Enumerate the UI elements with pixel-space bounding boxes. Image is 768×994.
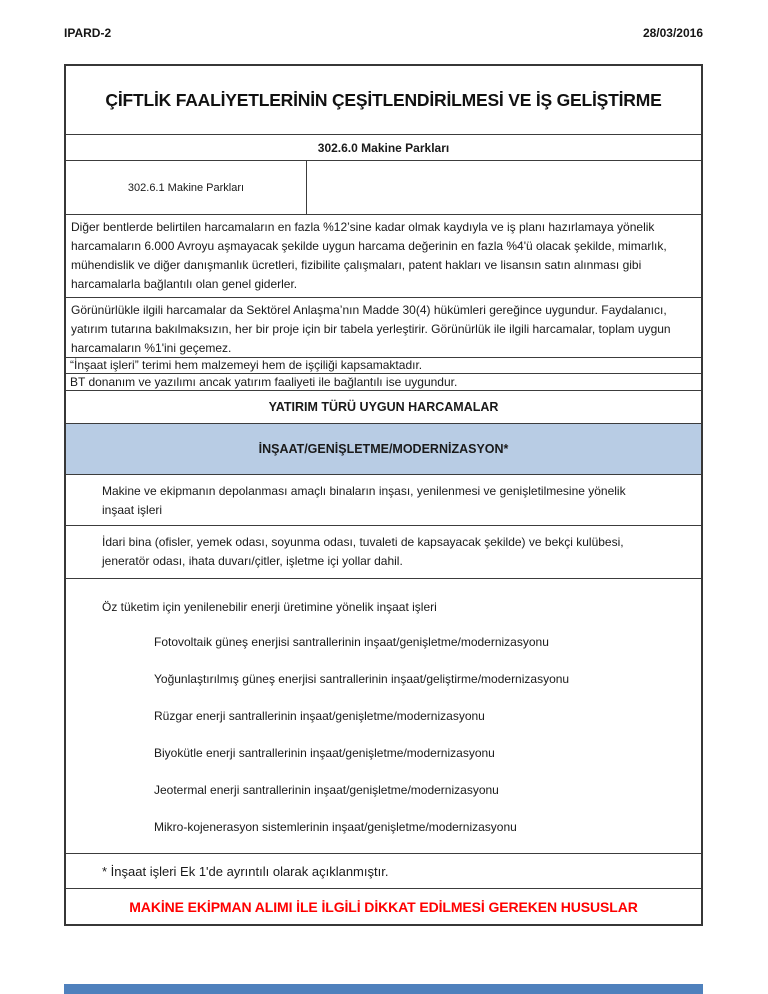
document-title: ÇİFTLİK FAALİYETLERİNİN ÇEŞİTLENDİRİLMESİ VE İŞ GELİŞTİRME xyxy=(105,89,662,110)
table-title-row xyxy=(66,66,701,135)
renewable-item-photovoltaic: Fotovoltaik güneş enerjisi santrallerinin inşaat/genişletme/modernizasyonu xyxy=(154,634,549,649)
next-section-blue-bar xyxy=(64,984,703,994)
renewable-item-biomass: Biyokütle enerji santrallerinin inşaat/genişletme/modernizasyonu xyxy=(154,745,495,760)
machine-warning-header: MAKİNE EKİPMAN ALIMI İLE İLGİLİ DİKKAT EDİLMESİ GEREKEN HUSUSLAR xyxy=(129,898,638,915)
page-header xyxy=(64,26,703,40)
subsection-label: 302.6.1 Makine Parkları xyxy=(127,181,245,194)
it-note-row xyxy=(66,374,701,391)
doc-date: 28/03/2016 xyxy=(642,26,703,40)
it-note: BT donanım ve yazılımı ancak yatırım faaliyeti ile bağlantılı ise uygundur. xyxy=(70,375,458,389)
investment-header-row xyxy=(66,391,701,424)
construction-item-row xyxy=(66,475,701,526)
renewable-energy-row xyxy=(66,579,701,854)
subsection-row xyxy=(66,161,701,215)
subsection-empty-cell xyxy=(307,161,701,214)
footnote: * İnşaat işleri Ek 1'de ayrıntılı olarak açıklanmıştır. xyxy=(102,863,389,879)
renewable-intro: Öz tüketim için yenilenebilir enerji üretimine yönelik inşaat işleri xyxy=(102,600,437,614)
investment-header: YATIRIM TÜRÜ UYGUN HARCAMALAR xyxy=(268,400,499,414)
footnote-row xyxy=(66,854,701,889)
doc-code: IPARD-2 xyxy=(64,26,112,40)
construction-term-row xyxy=(66,358,701,374)
renewable-sub-items xyxy=(102,623,661,845)
renewable-item-micro-cogeneration: Mikro-kojenerasyon sistemlerinin inşaat/genişletme/modernizasyonu xyxy=(154,819,517,834)
general-expenses-row xyxy=(66,215,701,298)
construction-item-row xyxy=(66,526,701,579)
construction-header-row xyxy=(66,424,701,475)
renewable-item-geothermal: Jeotermal enerji santrallerinin inşaat/genişletme/modernizasyonu xyxy=(154,782,499,797)
main-table xyxy=(64,64,703,926)
renewable-item-concentrated-solar: Yoğunlaştırılmış güneş enerjisi santrallerinin inşaat/geliştirme/modernizasyonu xyxy=(154,671,570,686)
section-header: 302.6.0 Makine Parkları xyxy=(317,140,450,155)
subsection-label-cell xyxy=(66,161,307,214)
visibility-note: Görünürlükle ilgili harcamalar da Sektörel Anlaşma’nın Madde 30(4) hükümleri gereğince uygundur. Faydalanıcı, yatırım tutarına bakılmaksızın, her bir proje için bir tabela yerleştirir. Görünürlük ile ilgili harcamalar, toplam uygun harcamaların %1'ini geçemez. xyxy=(71,303,671,355)
general-expenses-note: Diğer bentlerde belirtilen harcamaların en fazla %12’sine kadar olmak kaydıyla ve iş planı hazırlamaya yönelik harcamaların 6.000 Avroyu aşmayacak şekilde uygun harcama değerinin en fazla %4'ü olacak şekilde, mimarlık, mühendislik ve diğer danışmanlık ücretleri, fizibilite çalışmaları, patent hakları ve lisansın satın alınması gibi harcamalarla bağlantılı olan genel giderler. xyxy=(71,220,667,291)
machine-warning-row xyxy=(66,889,701,924)
construction-item-admin: İdari bina (ofisler, yemek odası, soyunma odası, tuvaleti de kapsayacak şekilde) ve bekçi kulübesi, jeneratör odası, ihata duvarı/çitler, işletme içi yollar dahil. xyxy=(102,535,624,568)
section-header-row xyxy=(66,135,701,161)
construction-term-note: “İnşaat işleri” terimi hem malzemeyi hem de işçiliği kapsamaktadır. xyxy=(70,358,423,372)
renewable-item-wind: Rüzgar enerji santrallerinin inşaat/genişletme/modernizasyonu xyxy=(154,708,485,723)
construction-item-storage: Makine ve ekipmanın depolanması amaçlı binaların inşası, yenilenmesi ve genişletilmesine yönelik inşaat işleri xyxy=(102,484,626,517)
construction-header: İNŞAAT/GENİŞLETME/MODERNİZASYON* xyxy=(258,442,509,456)
visibility-row xyxy=(66,298,701,358)
